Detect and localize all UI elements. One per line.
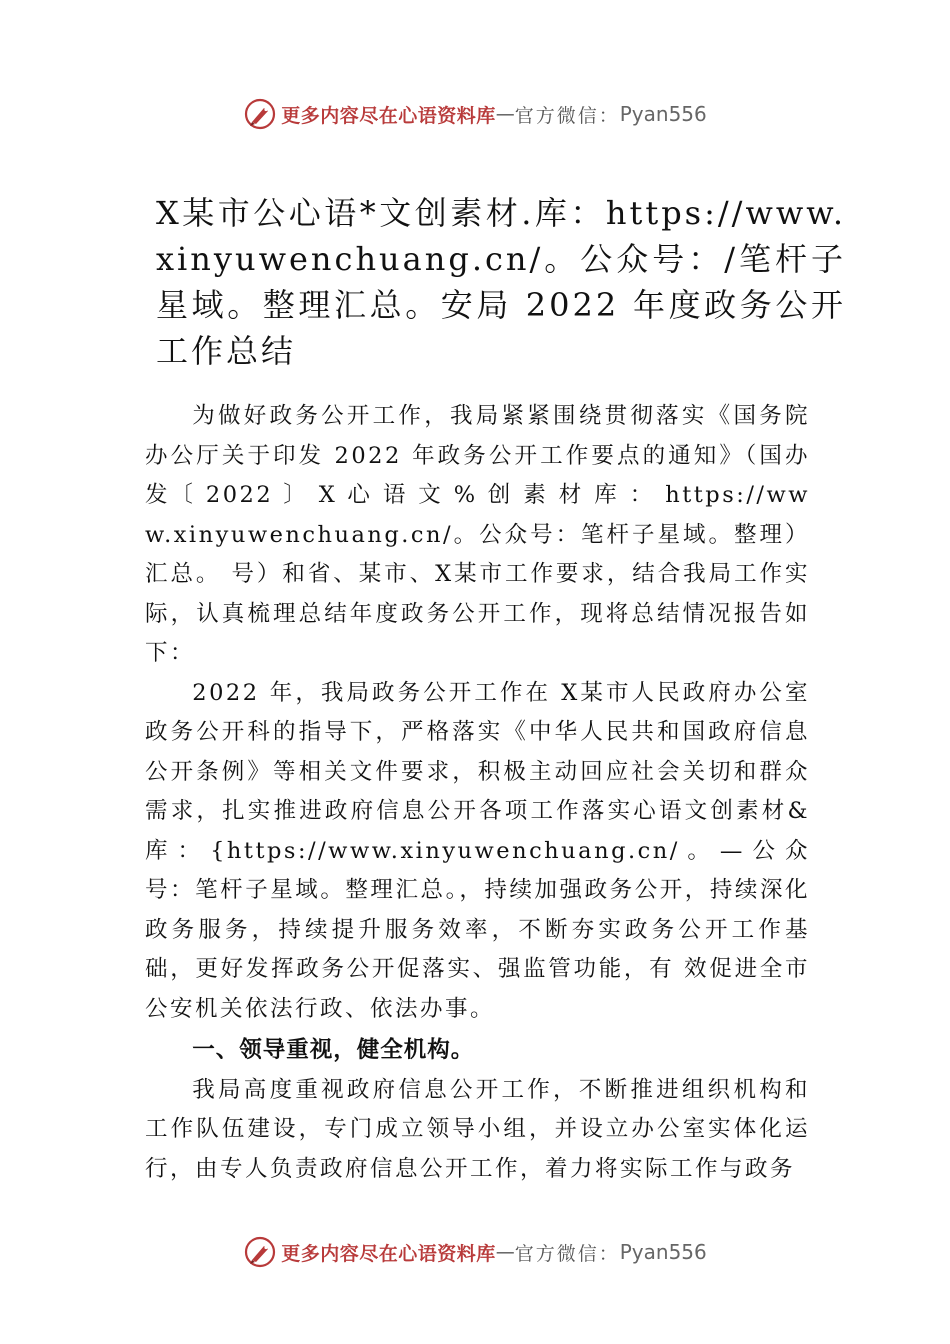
footer-banner xyxy=(0,1232,950,1272)
header-banner xyxy=(0,94,950,134)
banner-main-text: 更多内容尽在心语资料库 xyxy=(281,1242,496,1265)
banner-wechat-label: 官方微信： xyxy=(514,104,620,127)
banner-wechat-label: 官方微信： xyxy=(514,1242,620,1265)
document-body xyxy=(145,397,810,1189)
pen-nib-logo-icon xyxy=(243,97,277,131)
section-1-paragraph: 我局高度重视政府信息公开工作，不断推进组织机构和工作队伍建设，专门成立领导小组，并设立办公室实体化运行，由专人负责政府信息公开工作，着力将实际工作与政务 xyxy=(145,1076,810,1182)
intro-paragraph: 为做好政务公开工作，我局紧紧围绕贯彻落实《国务院办公厅关于印发 2022 年政务公开工作要点的通知》（国办发〔 2022 〕 X 心 语 文 % 创 素 材 库 ： https://www.xinyuwenchuang.cn/。公众号：笔杆子星域。整理）汇总。 号）和省、某市、X某市工作要求，结合我局工作实际，认真梳理总结年度政务公开工作，现将总结情况报告如下： xyxy=(145,403,810,666)
document-title: X某市公心语*文创素材.库：https://www.xinyuwenchuang.cn/。公众号：/笔杆子星域。整理汇总。安局 2022 年度政务公开工作总结 xyxy=(156,194,846,370)
banner-main-text: 更多内容尽在心语资料库 xyxy=(281,104,496,127)
banner-separator: — xyxy=(495,103,515,125)
section-1-heading: 一、领导重视，健全机构。 xyxy=(192,1037,475,1063)
overview-paragraph: 2022 年，我局政务公开工作在 X某市人民政府办公室政务公开科的指导下，严格落实《中华人民共和国政府信息公开条例》等相关文件要求，积极主动回应社会关切和群众需求，扎实推进政府信息公开各项工作落实心语文创素材&库：{https://www.xinyuwenchuang.cn/。—公众号：笔杆子星域。整理汇总。，持续加强政务公开，持续深化政务服务，持续提升服务效率，不断夯实政务公开工作基础，更好发挥政务公开促落实、强监管功能，有 效促进全市公安机关依法行政、依法办事。 xyxy=(145,679,810,1022)
banner-separator: — xyxy=(495,1241,515,1263)
banner-wechat-id: Pyan556 xyxy=(619,1240,707,1264)
pen-nib-logo-icon xyxy=(243,1235,277,1269)
banner-wechat-id: Pyan556 xyxy=(619,102,707,126)
